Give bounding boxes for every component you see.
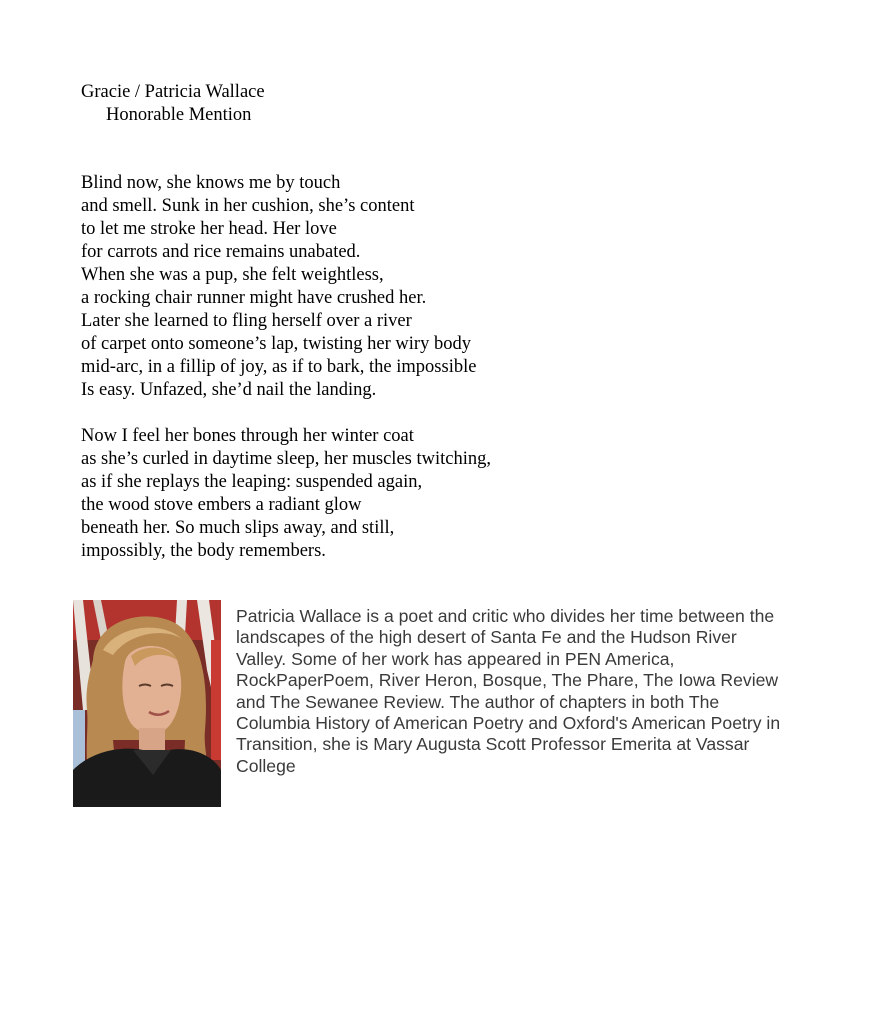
poem-line: Now I feel her bones through her winter coat [81, 426, 414, 446]
poem-line: as she’s curled in daytime sleep, her muscles twitching, [81, 449, 491, 469]
poem-line: When she was a pup, she felt weightless, [81, 265, 384, 285]
poem-stanza-2 [81, 425, 491, 563]
award-label: Honorable Mention [106, 105, 252, 125]
poem-stanza-1 [81, 172, 476, 402]
poem-line: as if she replays the leaping: suspended again, [81, 472, 423, 492]
poem-header [81, 81, 265, 127]
poem-line: and smell. Sunk in her cushion, she’s content [81, 196, 415, 216]
author-photo [73, 600, 221, 807]
poem-line: Is easy. Unfazed, she’d nail the landing. [81, 380, 377, 400]
poem-line: impossibly, the body remembers. [81, 541, 326, 561]
poem-title: Gracie / Patricia Wallace [81, 82, 265, 102]
poem-line: mid-arc, in a fillip of joy, as if to bark, the impossible [81, 357, 477, 377]
author-bio: Patricia Wallace is a poet and critic who divides her time between the landscapes of the high desert of Santa Fe and the Hudson River Valley. Some of her work has appeared in PEN America, RockPaperPoem, River Heron, Bosque, The Phare, The Iowa Review and The Sewanee Review. The author of chapters in both The Columbia History of American Poetry and Oxford's American Poetry in Transition, she is Mary Augusta Scott Professor Emerita at Vassar College [236, 606, 781, 776]
poem-line: beneath her. So much slips away, and still, [81, 518, 395, 538]
poem-line: for carrots and rice remains unabated. [81, 242, 361, 262]
poem-line: of carpet onto someone’s lap, twisting her wiry body [81, 334, 471, 354]
poem-line: a rocking chair runner might have crushed her. [81, 288, 427, 308]
poem-line: to let me stroke her head. Her love [81, 219, 337, 239]
poem-line: Later she learned to fling herself over a river [81, 311, 412, 331]
poem-line: Blind now, she knows me by touch [81, 173, 341, 193]
poem-line: the wood stove embers a radiant glow [81, 495, 362, 515]
